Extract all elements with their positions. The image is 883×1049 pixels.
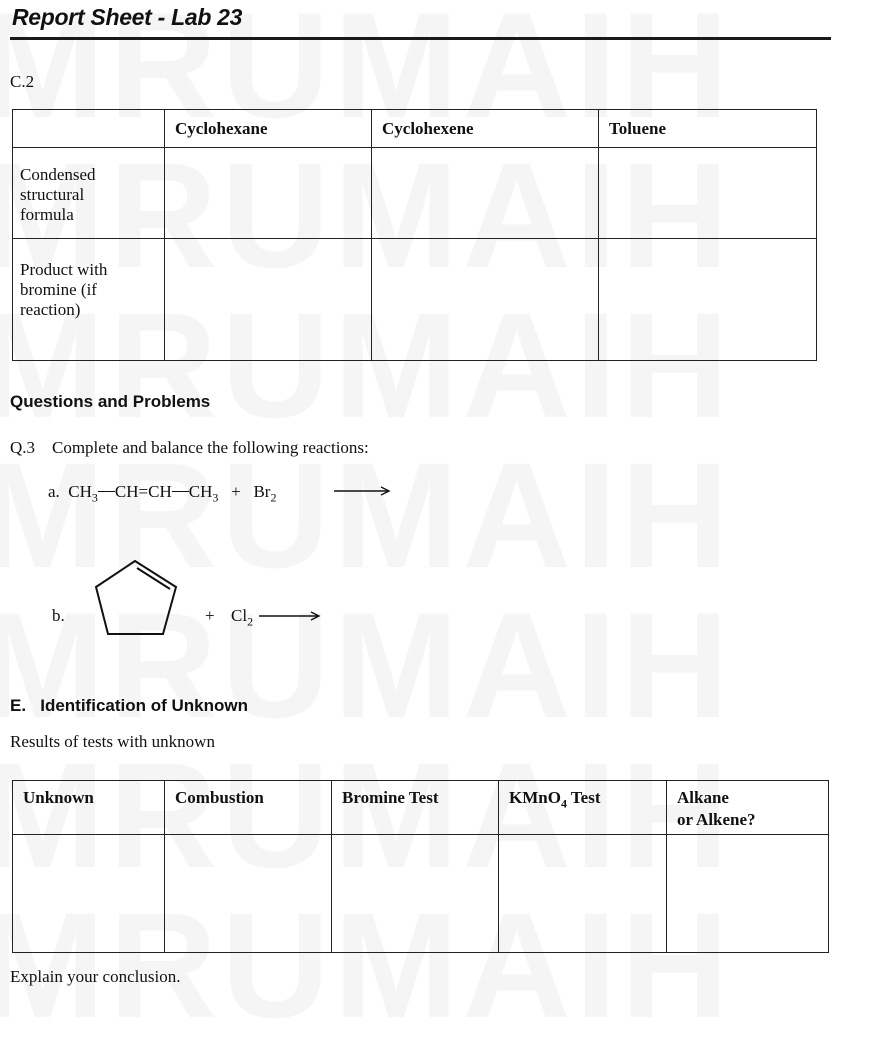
answer-cell[interactable] bbox=[667, 835, 829, 953]
e-col-header: KMnO$_4$ Test bbox=[499, 781, 667, 835]
c2-corner-cell bbox=[13, 110, 165, 148]
explain-prompt: Explain your conclusion. bbox=[10, 967, 181, 986]
answer-cell[interactable] bbox=[165, 148, 372, 239]
answer-cell[interactable] bbox=[13, 835, 165, 953]
c2-col-header: Cyclohexane bbox=[165, 110, 372, 148]
c2-row-label bbox=[13, 239, 165, 361]
table-row bbox=[13, 239, 817, 361]
e-col-header: Bromine Test bbox=[332, 781, 499, 835]
formula-ch-eq-ch: CH=CH bbox=[114, 482, 172, 501]
answer-cell[interactable] bbox=[372, 148, 599, 239]
section-heading-questions: Questions and Problems bbox=[10, 392, 211, 411]
question-number: Q.3 bbox=[10, 438, 36, 457]
row-label-line: Condensed bbox=[20, 165, 96, 184]
reaction-arrow-icon bbox=[332, 484, 392, 498]
answer-cell[interactable] bbox=[165, 239, 372, 361]
row-label-line: reaction) bbox=[20, 300, 81, 319]
e-col-header: Unknown bbox=[13, 781, 165, 835]
formula-cl2: $Cl_2$ bbox=[231, 606, 254, 629]
c2-col-header: Cyclohexene bbox=[372, 110, 599, 148]
question-prompt: Complete and balance the following reactions: bbox=[52, 438, 369, 457]
table-row bbox=[13, 835, 829, 953]
plus-sign: + bbox=[205, 606, 215, 625]
unknown-results-table bbox=[12, 780, 829, 953]
section-heading-e: E. Identification of Unknown bbox=[10, 696, 248, 715]
answer-cell[interactable] bbox=[599, 148, 817, 239]
answer-cell[interactable] bbox=[372, 239, 599, 361]
reaction-label: a. bbox=[48, 482, 60, 501]
formula-br2: $Br_2$ bbox=[253, 482, 277, 505]
section-subheading: Results of tests with unknown bbox=[10, 732, 215, 751]
c2-col-header: Toluene bbox=[599, 110, 817, 148]
reaction-label: b. bbox=[52, 606, 65, 625]
cyclopentene-structure-icon bbox=[88, 556, 184, 642]
row-label-line: formula bbox=[20, 205, 74, 224]
plus-sign: + bbox=[231, 482, 241, 501]
page-title: Report Sheet - Lab 23 bbox=[12, 4, 243, 30]
c2-row-label bbox=[13, 148, 165, 239]
answer-cell[interactable] bbox=[165, 835, 332, 953]
table-row bbox=[13, 148, 817, 239]
formula-ch3: $CH_3$ bbox=[68, 482, 98, 505]
answer-cell[interactable] bbox=[599, 239, 817, 361]
single-bond bbox=[172, 491, 189, 492]
e-col-header: Alkane or Alkene? bbox=[667, 781, 829, 835]
c2-table bbox=[12, 109, 817, 361]
formula-ch3: $CH_3$ bbox=[188, 482, 219, 505]
row-label-line: structural bbox=[20, 185, 85, 204]
title-divider bbox=[10, 37, 831, 40]
reaction-a bbox=[48, 482, 276, 505]
answer-cell[interactable] bbox=[332, 835, 499, 953]
single-bond bbox=[98, 491, 115, 492]
reaction-arrow-icon bbox=[258, 609, 322, 623]
row-label-line: bromine (if bbox=[20, 280, 97, 299]
row-label-line: Product with bbox=[20, 260, 108, 279]
e-col-header: Combustion bbox=[165, 781, 332, 835]
answer-cell[interactable] bbox=[499, 835, 667, 953]
section-label-c2: C.2 bbox=[10, 72, 35, 91]
